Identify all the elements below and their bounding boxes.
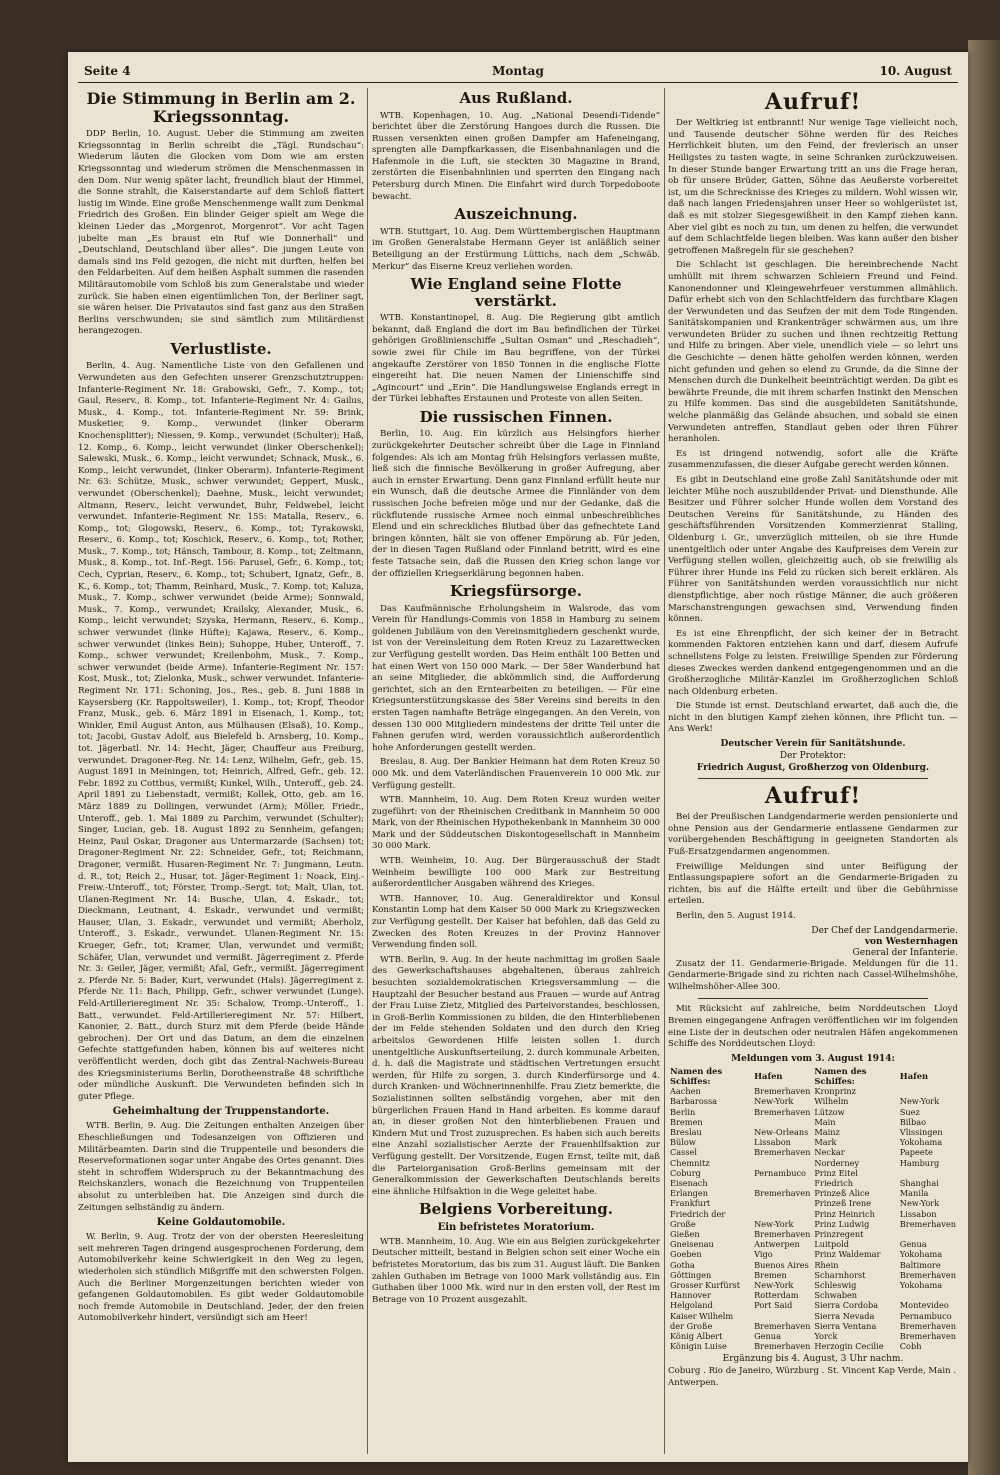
table-cell: Port Said xyxy=(754,1300,793,1311)
table-row xyxy=(668,1270,958,1280)
table-cell: Main xyxy=(814,1116,836,1127)
article-text: W. Berlin, 9. Aug. Trotz der von der obersten Heeresleitung seit mehreren Tagen dringend ausgesprochenen Forderung, dem Automobilverkehr keine Schwierigkeit in den Weg zu legen, wiederholen sich stündlich Mißgriffe mit den schwersten Folgen. Auch die Berliner Morgenzeitungen berichten wieder von gefangenen Goldautomobilen. Es gibt weder Goldautomobile noch fremde Automobile in Deutschland. Jeder, der den freien Automobilverkehr hindert, versündigt sich am Heer! xyxy=(78,1232,364,1324)
table-row xyxy=(668,1086,958,1096)
article-text: WTB. Berlin, 9. Aug. In der heute nachmittag im großen Saale des Gewerkschaftshauses abgehaltenen, überaus zahlreich besuchten sozialdemokratischen Kriegsversammlung — die Hauptzahl der Besucher bestand aus Frauen — wurde auf Antrag der Frau Luise Zietz, Mitglied des Parteivorstandes, beschlossen, in Groß-Berlin Kommissionen zu bilden, die den Hinterbliebenen der im Felde stehenden Soldaten und den durch den Krieg arbeitslos Gewordenen Hilfe leisten sollen 1. durch unentgeltliche Auskunftserteilung, 2. durch kommunale Arbeiten, d. h. daß die Magistrate und städtischen Vertretungen ersucht werden, für Hilfe zu sorgen, 3. durch Kinderfürsorge und 4. durch Kranken- und Wöchnerinnenhilfe. Frau Zietz bemerkte, die Sozialistinnen sollten selbständig vorgehen, aber mit den bürgerlichen Frauen Hand in Hand arbeiten. Es komme darauf an, in dieser großen Not den hinterbliebenen Frauen und Kindern Mut und Trost zuzusprechen. Es haben sich auch bereits eine Anzahl sozialistischer Aerzte der Frauenhilfsaktion zur Verfügung gestellt. Der Vorsitzende, Eugen Ernst, teilte mit, daß die Parteiorganisation Groß-Berlins gemeinsam mit der Generalkommission der Gewerkschaften Deutschlands bereits eine ähnliche Hilfsaktion in die Wege geleitet habe. xyxy=(372,954,660,1197)
divider xyxy=(698,998,928,999)
ships-footer: Ergänzung bis 4. August, 3 Uhr nachm. xyxy=(722,1354,904,1365)
headline-award: Auszeichnung. xyxy=(454,205,578,224)
article-text: Das Kaufmännische Erholungsheim in Walsrode, das vom Verein für Handlungs-Commis von 1858 in Hamburg zu seinem goldenen Jubiläum von den Vereinsmitgliedern geschenkt wurde, ist von der Vereinsleitung dem Roten Kreuz zu Lazarettwecken zur Verfügung gestellt worden. Das Heim enthält 100 Betten und hat einen Wert von 150 000 Mark. — Der 58er Wanderbund hat an seine Mitglieder, die abkömmlich sind, die Aufforderung gerichtet, sich an den Erntearbeiten zu beteiligen. — Für eine Kriegsunterstützungskasse des 58er Vereins sind bereits in den ersten Tagen namhafte Beträge eingegangen. An den Verein, von dessen 130 000 Mitgliedern mindestens der dritte Teil unter die Fahnen gerufen wird, werden voraussichtlich außerordentlich hohe Anforderungen gestellt werden. xyxy=(372,603,660,753)
article-text: WTB. Mannheim, 10. Aug. Wie ein aus Belgien zurückgekehrter Deutscher mitteilt, bestand in Belgien schon seit einer Woche ein befristetes Moratorium, das bis zum 31. August läuft. Die Banken zahlen Guthaben im Betrage von 1000 Mark vollständig aus. Ein Guthaben über 1000 Mk. wird nur in den ersten voll, der Rest im Betrage von 10 Prozent ausgezahlt. xyxy=(372,1236,660,1305)
table-cell: Prinzregent xyxy=(814,1229,864,1239)
table-cell: Prinzeß Irene xyxy=(814,1198,872,1209)
headline-berlin-mood: Die Stimmung in Berlin am 2. Kriegssonntag. xyxy=(86,89,356,126)
table-cell: Bremerhaven xyxy=(899,1218,956,1229)
table-cell: Große xyxy=(670,1218,696,1229)
table-cell: Antwerpen xyxy=(754,1239,800,1250)
table-cell: Bremerhaven xyxy=(899,1269,956,1280)
table-header: Namen des Schiffes: xyxy=(814,1065,867,1086)
column-1 xyxy=(78,88,364,1454)
table-cell: Bremerhaven xyxy=(754,1147,811,1158)
table-cell: Prinz Heinrich xyxy=(814,1208,875,1219)
table-cell: Lissabon xyxy=(899,1208,937,1219)
column-divider xyxy=(367,88,368,1454)
table-cell: Pernambuco xyxy=(899,1310,952,1321)
table-cell: Yokohama xyxy=(899,1280,943,1291)
table-cell xyxy=(752,1158,812,1168)
table-cell xyxy=(752,1198,812,1208)
signature-name: von Westernhagen xyxy=(864,936,958,947)
table-cell: Pernambuco xyxy=(754,1167,806,1178)
table-row xyxy=(668,1280,958,1290)
article-text: Bei der Preußischen Landgendarmerie werden pensionierte und ohne Pension aus der Gendarmerie entlassene Gendarmen zur vorübergehenden Beschäftigung in geeigneten Standorten als Fuß-Ersatzgendarmen angenommen. xyxy=(668,812,958,858)
article-text: Berlin, 10. Aug. Ein kürzlich aus Helsingfors hierher zurückgekehrter Deutscher schreibt über die Lage in Finnland folgendes: Als ich am Montag früh Helsingfors verlassen mußte, ließ sich die finnische Bevölkerung in großer Aufregung, aber auch in ernster Erwartung. Denn ganz Finnland erfüllt heute nur ein Wunsch, daß die deutsche Armee die Finnländer von dem russischen Joche befreien möge und nur der Gedanke, daß die rückflutende russische Armee noch einmal unbeschreibliches Elend und ein schreckliches Blutbad über das gefnechtete Land bringen könnten, hält sie von offener Empörung ab. Für jeden, der in diesen Tagen Rußland oder Finnland betritt, wird es eine feste Tatsache sein, daß die Russen den Krieg schon lange vor der offiziellen Kriegserklärung begonnen haben. xyxy=(372,429,660,579)
table-cell: Kronprinz xyxy=(814,1086,856,1097)
table-cell: Breslau xyxy=(670,1126,702,1137)
table-cell: Friedrich der xyxy=(670,1208,726,1219)
table-header: Namen des Schiffes: xyxy=(670,1065,723,1086)
table-cell: New-York xyxy=(754,1218,794,1229)
headline-finns: Die russischen Finnen. xyxy=(419,407,613,426)
table-cell: Lützow xyxy=(814,1106,845,1117)
table-cell: Wilhelm xyxy=(814,1096,849,1107)
table-cell xyxy=(898,1290,958,1300)
table-cell: Mark xyxy=(814,1137,837,1148)
table-cell: Bilbao xyxy=(899,1116,927,1127)
headline-appeal: Aufruf! xyxy=(764,89,862,115)
column-2 xyxy=(372,88,660,1454)
ships-table xyxy=(668,1066,958,1352)
table-cell: Bremerhaven xyxy=(754,1320,811,1331)
table-cell: Bremerhaven xyxy=(899,1320,956,1331)
table-cell: Herzogin Cecilie xyxy=(814,1341,884,1352)
table-cell: Sierra Nevada xyxy=(814,1310,875,1321)
table-cell xyxy=(898,1086,958,1096)
table-cell: Luitpold xyxy=(814,1239,849,1250)
table-cell: Göttingen xyxy=(670,1269,712,1280)
table-cell xyxy=(898,1229,958,1239)
table-cell: Bremen xyxy=(670,1116,703,1127)
table-cell: Friedrich xyxy=(814,1177,854,1188)
table-cell: Mainz xyxy=(814,1126,840,1137)
table-cell xyxy=(898,1168,958,1178)
page-header xyxy=(84,60,952,82)
table-cell: Königin Luise xyxy=(670,1341,727,1352)
table-cell: Vigo xyxy=(754,1249,773,1260)
table-row xyxy=(668,1158,958,1168)
column-3 xyxy=(668,88,958,1454)
table-cell: Gneisenau xyxy=(670,1239,714,1250)
table-cell: Chemnitz xyxy=(670,1157,710,1168)
signature-role: Der Protektor: xyxy=(779,751,847,762)
article-text: Die Stunde ist ernst. Deutschland erwartet, daß auch die, die nicht in den blutigen Kampf ziehen können, ihre Pflicht tun. — Ans Werk! xyxy=(668,701,958,735)
date: 10. August xyxy=(879,64,952,78)
table-header: Hafen xyxy=(899,1070,929,1081)
article-text: Berlin, den 5. August 1914. xyxy=(676,911,796,921)
table-cell: Eisenach xyxy=(670,1177,708,1188)
page-number: Seite 4 xyxy=(84,64,131,78)
headline-war-welfare: Kriegsfürsorge. xyxy=(450,582,582,601)
table-row xyxy=(668,1168,958,1178)
table-cell: Hannover xyxy=(670,1290,711,1301)
table-cell: Helgoland xyxy=(670,1300,713,1311)
table-cell: Vlissingen xyxy=(899,1126,943,1137)
table-row xyxy=(668,1096,958,1106)
table-cell xyxy=(752,1117,812,1127)
article-text: Berlin, 4. Aug. Namentliche Liste von den Gefallenen und Verwundeten aus den Gefechten unserer Grenzschutztruppen: Infanterie-Regiment Nr. 18: Grabowski, Gefr., 7. Komp., tot; Gaul, Reserv., 8. Komp., tot. Infanterie-Regiment Nr. 4: Gailus, Musk., 4. Komp., tot. Infanterie-Regiment Nr. 59: Brink, Musketier, 9. Komp., verwundet (linker Oberarm Knochensplitter); Niessen, 9. Komp., verwundet (Schulter); Haß, 12. Komp., 6. Komp., leicht verwundet (linker Oberschenkel); Salewski, Musk., 6. Komp., leicht verwundet; Schnack, Musk., 6. Komp., leicht verwundet, (linker Oberarm). Infanterie-Regiment Nr. 63: Schütze, Musk., schwer verwundet; Geppert, Musk., verwundet (Oberschenkel); Daehne, Musk., leicht verwundet; Altmann, Reserv., leicht verwundet, Buhr, Feldwebel, leicht verwundet. Infanterie-Regiment Nr. 155: Matalla, Reserv., 6. Komp., tot; Glogowski, Reserv., 6. Komp., tot; Tyrakowski, Reserv., 6. Komp., tot; Koschick, Reserv., 6. Komp., tot; Rother, Musk., 7. Komp., tot; Hänsch, Tambour, 8. Komp., tot; Zeltmann, Musk., 8. Komp., tot. Inf.-Regt. 156: Parusel, Gefr., 6. Komp., tot; Cech, Cyprian, Reserv., 6. Komp., tot; Schubert, Ignatz, Gefr., 8. K., 6. Komp., tot; Thamm, Reinhard, Musk., 7. Komp. tot; Kaluza, Musk., 7. Komp., schwer verwundet (beide Arme); Sonnwald, Musk., 7. Komp., verwundet; Krailsky, Alexander, Musk., 6. Komp., leicht verwundet; Szyska, Hermann, Reserv., 6. Komp., schwer verwundet (linke Hüfte); Kajawa, Reserv., 6. Komp., schwer verwundet (linkes Bein); Suhoppe, Huber, Unteroff., 7. Komp., schwer verwundet; Kreilenbohm, Musk., 7. Komp., schwer verwundet (beide Arme). Infanterie-Regiment Nr. 157: Kost, Musk., tot; Zielonka, Musk., schwer verwundet. Infanterie-Regiment Nr. 171: Schoning, Jos., Res., geb. 8. Juni 1888 in Kaysersberg (Kr. Rappoltsweiler), 1. Komp., tot; Kropf, Theodor Franz, Musk., geb. 6. März 1891 in Eisenach, 1. Komp., tot; Winkler, Emil August Anton, aus Mülhausen (Elsaß), 10. Komp., tot; Jacobi, Gustav Adolf, aus Bielefeld b. Arnsberg, 10. Komp., tot. Jägerbatl. Nr. 14: Hecht, Jäger, Chauffeur aus Freiburg, verwundet. Dragoner-Reg. Nr. 14: Lenz, Wilhelm, Gefr., geb. 15. August 1891 in Meiningen, tot; Heinrich, Alfred, Gefr., geb. 12. Febr. 1892 zu Cottbus, vermißt; Kunkel, Wilh., Unteroff., geb. 24. April 1891 zu Liebenstadt, vermißt; Kollek, Otto, geb. am 16. März 1889 zu Dollingen, verwundet (Arm); Möller, Friedr., Unteroff., geb. 1. Mai 1889 zu Parchim, verwundet (Schulter); Singer, Lucian, geb. 18. August 1892 zu Sennheim, gefangen; Heinz, Paul Oskar, Dragoner aus Untermarzarde (Sachsen) tot; Dragoner-Regiment Nr. 22: Schneider, Gefr., tot; Reichmann, Dragoner, vermißt. Husaren-Regiment Nr. 7: Jungmann, Leutn. d. R., tot; Reich 2., Husar, tot. Jäger-Regiment 1: Noack, Einj.-Freiw.-Unteroff., tot; Förster, Tromp.-Sergt. tot; Malt, Ulan, tot. Ulanen-Regiment Nr. 14: Busche, Ulan, 4. Eskadr., tot; Dieckmann, Leutnant, 4. Eskadr., verwundet und vermißt; Hauser, Ulan, 3. Eskadr., verwundet und vermißt; Aberholz, Unteroff., 3. Eskadr., verwundet. Ulanen-Regiment Nr. 15: Krueger, Gefr., tot; Kramer, Ulan, verwundet und vermißt; Schäfer, Ulan, verwundet und vermißt. Jägerregiment z. Pferde Nr. 3: Geiler, Jäger, vermißt; Afal, Gefr., vermißt. Jägerregiment z. Pferde Nr. 5: Bader, Kurt, verwundet (Hals). Jägerregiment z. Pferde Nr. 11: Bach, Philipp, Gefr., schwer verwundet (Lunge). Feld-Artillerieregiment Nr. 35: Schalow, Tromp.-Unteroff., 1. Batt., verwundet. Feld-Artillerieregiment Nr. 57: Hilbert, Kanonier, 2. Batt., durch Sturz mit dem Pferde (beide Hände gebrochen). Der Ort und das Datum, an dem die einzelnen Gefechte stattgefunden haben, können bis auf weiteres nicht veröffentlicht werden, doch gibt das Zentral-Nachweis-Bureau des Kriegsministeriums Berlin, Dorotheenstraße 48 schriftliche oder mündliche Auskunft. Die Verwundeten befinden sich in guter Pflege. xyxy=(78,361,364,1102)
subheadline: Ein befristetes Moratorium. xyxy=(437,1221,595,1233)
headline-appeal-2: Aufruf! xyxy=(764,783,862,810)
table-cell: Erlangen xyxy=(670,1188,709,1199)
table-cell: Montevideo xyxy=(899,1300,949,1311)
table-cell: Kaiser Wilhelm xyxy=(670,1310,734,1321)
weekday: Montag xyxy=(492,64,544,78)
table-row xyxy=(668,1311,958,1321)
table-row xyxy=(668,1107,958,1117)
table-cell: Sierra Cordoba xyxy=(814,1300,879,1311)
table-row xyxy=(668,1198,958,1208)
table-cell: Goeben xyxy=(670,1249,702,1260)
table-row xyxy=(668,1260,958,1270)
table-row xyxy=(668,1300,958,1310)
table-cell: Gießen xyxy=(670,1229,700,1239)
table-row xyxy=(668,1229,958,1239)
table-cell: Norderney xyxy=(814,1157,860,1168)
table-header: Hafen xyxy=(754,1070,783,1081)
article-text: Es ist eine Ehrenpflicht, der sich keiner der in Betracht kommenden Faktoren entziehen kann und darf, diesem Aufrufe schnellstens Folge zu leisten. Freiwillige Spenden zur Förderung dieses Zweckes werden dankend entgegengenommen und an die Großherzogliche Militär-Kanzlei im Großherzoglichen Schloß nach Oldenburg erbeten. xyxy=(668,628,958,697)
article-text: WTB. Weinheim, 10. Aug. Der Bürgerausschuß der Stadt Weinheim bewilligte 100 000 Mark zur Bestreitung außerordentlicher Ausgaben während des Krieges. xyxy=(372,856,660,890)
signature-role: Der Chef der Landgendarmerie. xyxy=(811,925,958,936)
table-cell: Schleswig xyxy=(814,1280,857,1291)
table-cell: Rotterdam xyxy=(754,1290,799,1301)
table-cell: Cassel xyxy=(670,1147,698,1158)
table-row xyxy=(668,1341,958,1351)
table-row xyxy=(668,1137,958,1147)
table-row xyxy=(668,1239,958,1249)
article-text: Der Weltkrieg ist entbrannt! Nur wenige Tage vielleicht noch, und Tausende deutscher Söhne werden für des Reiches Herrlichkeit bluten, um den Feind, der frevlerisch an unser Heiligstes zu tasten wagte, in seine Schranken zurückzuweisen. In dieser Stunde banger Erwartung tritt an uns die Frage heran, ob für unsere Brüder, Gatten, Söhne das Aeußerste vorbereitet ist, um die Schrecknisse des Krieges zu mildern. Wohl wissen wir, daß nach langen Friedensjahren unser Heer so wohlgerüstet ist, daß es mit stolzer Siegesgewißheit in den Kampf ziehen kann. Aber viel gibt es noch zu tun, um denen zu helfen, die verwundet auf dem Schlachtfelde liegen bleiben. Was kann außer den bisher getroffenen Maßregeln für sie geschehen? xyxy=(668,118,958,256)
table-cell: Yokohama xyxy=(899,1249,943,1260)
table-cell xyxy=(752,1209,812,1219)
table-cell: Gotha xyxy=(670,1259,695,1270)
table-cell: Lissabon xyxy=(754,1137,791,1148)
article-text: Mit Rücksicht auf zahlreiche, beim Norddeutschen Lloyd Bremen eingegangene Anfragen veröffentlichen wir im folgenden eine Liste der in deutschen oder neutralen Häfen angekommenen Schiffe des Norddeutschen Lloyd: xyxy=(668,1004,958,1050)
table-cell: Bremerhaven xyxy=(754,1086,811,1097)
table-row xyxy=(668,1178,958,1188)
table-cell: Bülow xyxy=(670,1137,696,1148)
table-cell: der Große xyxy=(670,1320,713,1331)
table-cell: Prinz Eitel xyxy=(814,1167,858,1178)
table-cell: New-York xyxy=(754,1096,794,1107)
table-cell: Papeete xyxy=(899,1147,933,1158)
table-cell: Prinz Ludwig xyxy=(814,1218,870,1229)
table-row xyxy=(668,1290,958,1300)
table-row xyxy=(668,1321,958,1331)
table-cell: Cobh xyxy=(899,1341,922,1352)
ships-extra: Coburg . Rio de Janeiro, Würzburg . St. Vincent Kap Verde, Main . Antwerpen. xyxy=(668,1366,957,1388)
table-cell: Barbarossa xyxy=(670,1096,718,1107)
article-text: WTB. Berlin, 9. Aug. Die Zeitungen enthalten Anzeigen über Eheschließungen und Todesanzeigen von Offizieren und Militärbeamten. Darin sind die Truppenteile und besonders die Reserveformationen sogar unter Angabe des Ortes genannt. Dies steht in schroffem Widerspruch zu der Bekanntmachung des Reichskanzlers, wonach die Bezeichnung von Truppenteilen absolut zu unterbleiben hat. Die Anzeigen sind durch die Zeitungen selbständig zu ändern. xyxy=(78,1121,364,1213)
subheadline: Geheimhaltung der Truppenstandorte. xyxy=(112,1106,330,1118)
table-cell: Bremerhaven xyxy=(754,1188,811,1199)
table-cell: Scharnhorst xyxy=(814,1269,866,1280)
newspaper-page xyxy=(68,52,968,1462)
table-cell: Hamburg xyxy=(899,1157,940,1168)
table-row xyxy=(668,1249,958,1259)
table-cell: Bremerhaven xyxy=(754,1106,811,1117)
signature-name: Friedrich August, Großherzog von Oldenburg. xyxy=(696,763,930,774)
table-cell: Manila xyxy=(899,1188,929,1199)
article-text: WTB. Mannheim, 10. Aug. Dem Roten Kreuz wurden weiter zugeführt: von der Rheinischen Creditbank in Mannheim 50 000 Mark, von der Rheinischen Hypothekenbank in Mannheim 30 000 Mark und der Süddeutschen Diskontogesellschaft in Mannheim 30 000 Mark. xyxy=(372,795,660,852)
article-text: Zusatz der 11. Gendarmerie-Brigade. Meldungen für die 11. Gendarmerie-Brigade sind zu richten nach Cassel-Wilhelmshöhe, Wilhelmshöher-Allee 300. xyxy=(668,958,958,992)
article-text: Breslau, 8. Aug. Der Bankier Heimann hat dem Roten Kreuz 50 000 Mk. und dem Vaterländischen Frauenverein 10 000 Mk. zur Verfügung gestellt. xyxy=(372,757,660,791)
table-cell: Coburg xyxy=(670,1167,701,1178)
ships-title: Meldungen vom 3. August 1914: xyxy=(731,1053,895,1064)
header-rule xyxy=(78,82,958,83)
headline-belgium: Belgiens Vorbereitung. xyxy=(418,1200,614,1219)
article-text: WTB. Kopenhagen, 10. Aug. „National Desendi-Tidende“ berichtet über die Zerstörung Hangoes durch die Russen. Die Russen versenkten einen großen Dampfer am Hafeneingang, sprengten alle Dampfkarkassen, die Eisenbahnanlagen und die Hafenmole in die Luft, sie steckten 30 Magazine in Brand, zerstörten die Eisenbahnlinien und sperrten den Eingang nach Petersburg durch Minen. Die Einfahrt wird durch Torpedoboote bewacht. xyxy=(372,110,660,202)
article-text: Es ist dringend notwendig, sofort alle die Kräfte zusammenzufassen, die dieser Aufgabe gerecht werden können. xyxy=(668,448,958,471)
article-text: Es gibt in Deutschland eine große Zahl Sanitätshunde oder mit leichter Mühe noch auszubildender Privat- und Diensthunde. Alle Besitzer und Führer solcher Hunde wollen dem Vorstand des Deutschen Vereins für Sanitätshunde, zu Händen des geschäftsführenden Vorsitzenden Kommerzienrat Stalling, Oldenburg i. Gr., unverzüglich mitteilen, ob sie ihre Hunde unentgeltlich oder unter Angabe des Kaufpreises dem Verein zur Verfügung stellen wollen, gleichzeitig auch, ob sie freiwillig als Führer ihrer Hunde ins Feld zu rücken sich bereit erklären. Als Führer von Sanitätshunden werden voraussichtlich nur nicht dienstpflichtige, aber noch rüstige Männer, die auch größeren Marschanstrengungen gewachsen sind, Verwendung finden können. xyxy=(668,475,958,625)
article-text: WTB. Hannover, 10. Aug. Generaldirektor und Konsul Konstantin Lomp hat dem Kaiser 50 000 Mark zu Kriegszwecken zur Verfügung gestellt. Der Kaiser hat befohlen, daß das Geld zu Zwecken des Roten Kreuzes in der Provinz Hannover Verwendung finden soll. xyxy=(372,893,660,951)
table-cell: Baltimore xyxy=(899,1259,941,1270)
divider xyxy=(698,778,928,779)
headline-england-fleet: Wie England seine Flotte verstärkt. xyxy=(410,275,622,310)
table-row xyxy=(668,1127,958,1137)
table-cell: König Albert xyxy=(670,1331,723,1342)
table-cell: Sierra Ventana xyxy=(814,1320,877,1331)
table-cell: Bremen xyxy=(754,1269,787,1280)
table-cell: Yorck xyxy=(814,1331,838,1342)
table-cell: Bremerhaven xyxy=(754,1341,811,1352)
article-text: DDP Berlin, 10. August. Ueber die Stimmung am zweiten Kriegssonntag in Berlin schreibt die „Tägl. Rundschau“: Wiederum läuten die Glocken vom Dom wie am ersten Kriegssonntag und wiederum strömen die Menschenmassen in den Dom. Nur wenig später lacht, freundlich blaut der Himmel, die Sonne strahlt, die Kaiserstandarte auf dem Schloß flattert lustig im Winde. Eine große Menschenmenge wallt zum Denkmal Friedrich des Großen. Ein blinder Geiger spielt am Wege die kleinen Lieder das „Morgenrot, Morgenrot“. Vor acht Tagen jubelte man „Es braust ein Ruf wie Donnerhall“ und „Deutschland, Deutschland über alles“. Die jungen Leute von damals sind ins Feld gezogen, die nicht mit durften, helfen bei den Feldarbeiten. Auf dem heißen Asphalt summen die rasenden Militärautomobile vom Schloß bis zum Generalstabe und wieder zurück. Sie haben einen eigentümlichen Ton, der Berliner sagt, sie wären heiser. Die Privatautos sind fast ganz aus den Straßen Berlins verschwunden; sie sind sämtlich zum Militärdienst herangezogen. xyxy=(78,129,364,337)
article-text: WTB. Stuttgart, 10. Aug. Dem Württembergischen Hauptmann im Großen Generalstabe Hermann Geyer ist anläßlich seiner Beteiligung an der Erstürmung Lüttichs, nach dem „Schwäb. Merkur“ das Eiserne Kreuz verliehen worden. xyxy=(372,226,660,272)
table-cell: Prinz Waldemar xyxy=(814,1249,881,1260)
table-cell: New-York xyxy=(754,1280,794,1291)
table-row xyxy=(668,1219,958,1229)
table-cell: New-York xyxy=(899,1096,940,1107)
table-row xyxy=(668,1147,958,1157)
table-cell: Rhein xyxy=(814,1259,839,1270)
table-row xyxy=(668,1331,958,1341)
table-cell: Shanghai xyxy=(899,1177,939,1188)
table-cell: Suez xyxy=(899,1106,920,1117)
headline-casualty-list: Verlustliste. xyxy=(170,339,272,358)
signature-association: Deutscher Verein für Sanitätshunde. xyxy=(720,739,906,750)
article-text: Freiwillige Meldungen sind unter Beifügung der Entlassungspapiere sofort an die Gendarmerie-Brigaden zu richten, bis auf die Hälfte erteilt und über die Gebührnisse erteilen. xyxy=(668,861,958,907)
table-cell: New-York xyxy=(899,1198,940,1209)
book-spine xyxy=(968,40,1000,1475)
table-cell: Genua xyxy=(899,1239,927,1250)
table-cell: Berlin xyxy=(670,1106,696,1117)
subheadline: Keine Goldautomobile. xyxy=(156,1217,286,1229)
table-cell: Aachen xyxy=(670,1086,701,1097)
column-divider xyxy=(664,88,665,1454)
signature-rank: General der Infanterie. xyxy=(852,947,958,958)
table-cell xyxy=(752,1178,812,1188)
headline-russia: Aus Rußland. xyxy=(459,89,573,107)
table-cell: Schwaben xyxy=(814,1290,858,1301)
table-row xyxy=(668,1209,958,1219)
article-text: WTB. Konstantinopel, 8. Aug. Die Regierung gibt amtlich bekannt, daß England die dort im Bau befindlichen der Türkei gehörigen Großlinienschiffe „Sultan Osman“ und „Reschadieh“, sowie zwei für Chile im Bau begriffene, von der Türkei angekaufte Zerstörer von 1850 Tonnen in die englische Flotte eingereiht hat. Die neuen Namen der Linienschiffe sind „Agincourt“ und „Erin“. Die Handlungsweise Englands erregt in der Türkei lebhaftes Erstaunen und Proteste von allen Seiten. xyxy=(372,313,660,405)
table-cell: Bremerhaven xyxy=(899,1331,956,1342)
table-cell: Grosser Kurfürst xyxy=(670,1280,740,1291)
article-text: Die Schlacht ist geschlagen. Die hereinbrechende Nacht umhüllt mit ihrem schwarzen Schleiern Freund und Feind. Kanonendonner und Kleingewehrfeuer verstummen allmählich. Dafür erhebt sich von den Schlachtfeldern das furchtbare Klagen der Verwundeten und das Seufzen der mit dem Tode Ringenden. Sanitätskompanien und Krankenträger schwärmen aus, um ihre verwundeten Brüder zu suchen und ihnen rechtzeitig Rettung und Hilfe zu bringen. Aber viele, unendlich viele — so lehrt uns die Geschichte — denen hätte geholfen werden können, werden nicht gefunden und gehen so elend zu Grunde, da die Sinne der Menschen durch die Dunkelheit beeinträchtigt werden. Da gibt es bewährte Freunde, die mit ihrem scharfen Instinkt den Menschen zu Hilfe kommen. Das sind die ausgebildeten Sanitätshunde, welche planmäßig das Gelände absuchen, und sobald sie einen Verwundeten antreffen, Standlaut geben oder ihren Führer heranholen. xyxy=(668,260,958,445)
table-cell: Frankfurt xyxy=(670,1198,711,1209)
table-cell: Yokohama xyxy=(899,1137,943,1148)
table-cell xyxy=(752,1311,812,1321)
table-cell: Buenos Aires xyxy=(754,1259,809,1270)
table-cell: Neckar xyxy=(814,1147,845,1158)
table-row xyxy=(668,1188,958,1198)
table-cell: New-Orleans xyxy=(754,1126,809,1137)
table-cell: Bremerhaven xyxy=(754,1229,811,1239)
table-cell: Genua xyxy=(754,1331,781,1342)
table-row xyxy=(668,1117,958,1127)
table-cell: Prinzeß Alice xyxy=(814,1188,870,1199)
